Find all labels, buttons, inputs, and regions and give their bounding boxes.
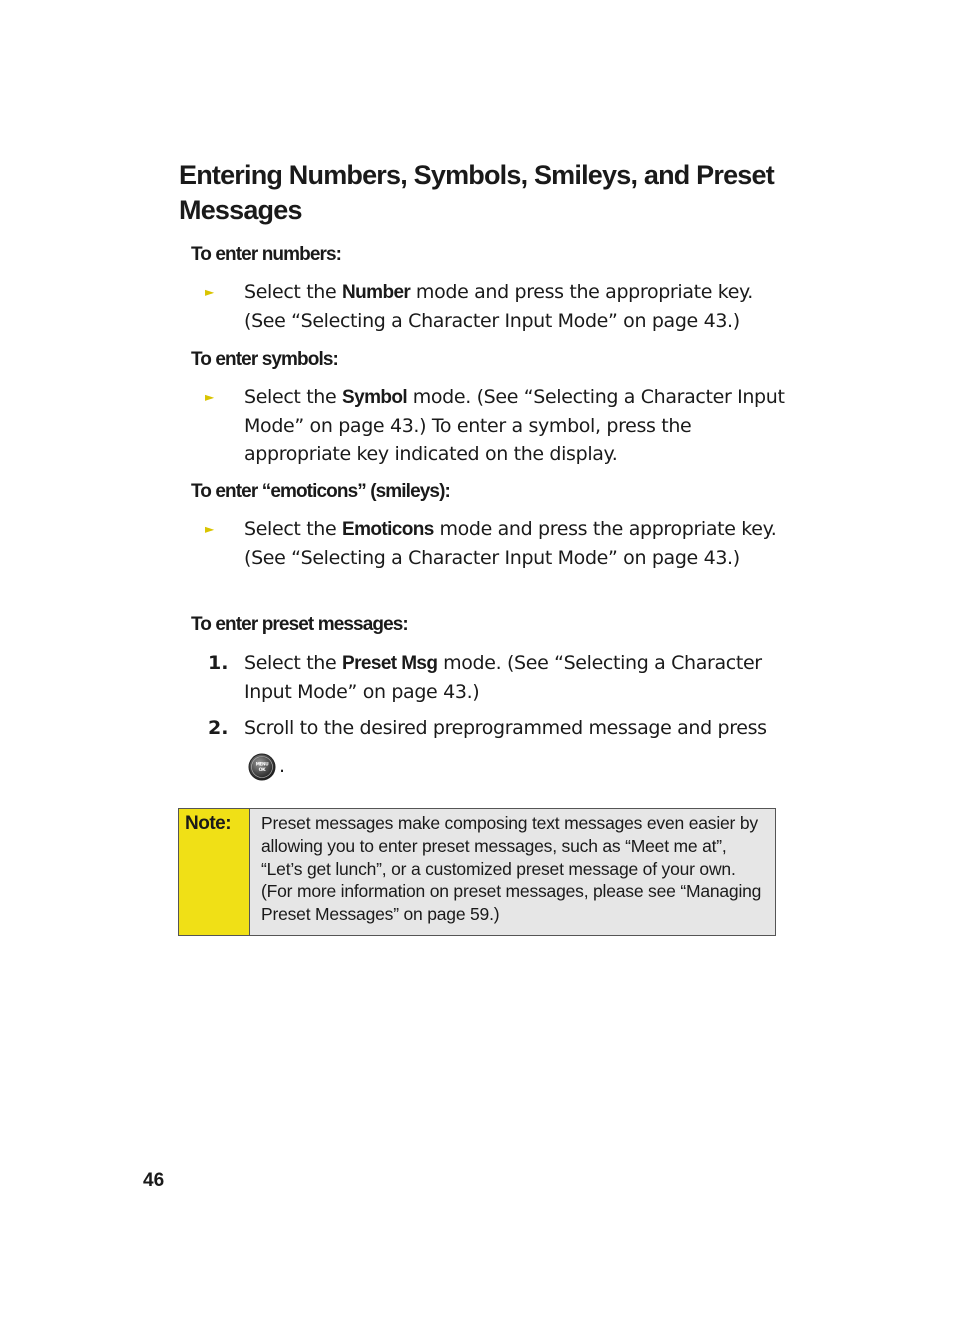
note-label: Note: [185, 813, 232, 834]
step-number: 1. [208, 652, 229, 674]
heading-enter-emoticons: To enter “emoticons” (smileys): [191, 481, 450, 502]
bullet-arrow-icon: ► [205, 390, 215, 404]
menu-key-label: MENU [255, 761, 269, 767]
instruction-text: Select the Number mode and press the appropriate key. (See “Selecting a Character Input Mode” on page 43.) [244, 281, 753, 332]
heading-enter-numbers: To enter numbers: [191, 244, 342, 265]
mode-name: Preset Msg [342, 653, 438, 674]
instruction-text: Select the Preset Msg mode. (See “Selecting a Character Input Mode” on page 43.) [244, 652, 762, 703]
note-text: Preset messages make composing text messages even easier by allowing you to enter preset messages, such as “Meet me at”, “Let’s get lunch”, or a customized preset message of your own. (For more information on preset messages, please see “Managing Preset Messages” on page 59.) [261, 813, 762, 925]
heading-enter-preset-messages: To enter preset messages: [191, 614, 408, 635]
page-number: 46 [143, 1170, 165, 1191]
note-box [178, 808, 776, 936]
instruction-text: Select the Emoticons mode and press the appropriate key. (See “Selecting a Character Input Mode” on page 43.) [244, 518, 777, 569]
list-item-symbols [205, 383, 795, 468]
list-item-step-1 [205, 649, 795, 706]
bullet-arrow-icon: ► [205, 285, 215, 299]
instruction-text: Select the Symbol mode. (See “Selecting a Character Input Mode” on page 43.) To enter a symbol, press the appropriate key indicated on the display. [244, 386, 785, 465]
mode-name: Symbol [342, 387, 408, 408]
mode-name: Number [342, 282, 411, 303]
list-item-numbers [205, 278, 795, 335]
page-title: Entering Numbers, Symbols, Smileys, and Preset Messages [179, 160, 774, 225]
heading-enter-symbols: To enter symbols: [191, 349, 338, 370]
bullet-arrow-icon: ► [205, 522, 215, 536]
step-number: 2. [208, 717, 229, 739]
mode-name: Emoticons [342, 519, 434, 540]
instruction-text: Scroll to the desired preprogrammed message and press MENU OK . [244, 709, 795, 785]
note-label-cell [179, 809, 250, 935]
ok-key-label: OK [258, 768, 266, 773]
list-item-step-2 [205, 714, 795, 785]
menu-ok-key-icon [248, 753, 276, 781]
list-item-emoticons [205, 515, 795, 572]
